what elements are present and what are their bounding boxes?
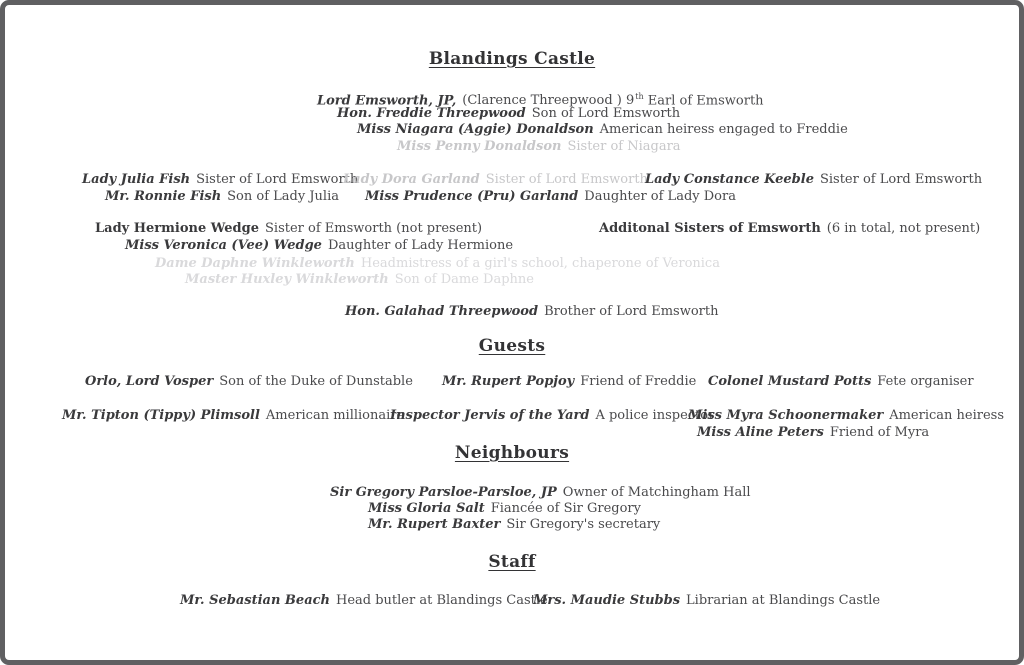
character-desc: Owner of Matchingham Hall (562, 485, 751, 500)
heading-text: Blandings Castle (428, 49, 596, 69)
character-name: Miss Myra Schoonermaker (688, 408, 884, 423)
character-desc: American heiress engaged to Freddie (599, 122, 848, 137)
entry-beach (180, 593, 548, 609)
character-desc: Son of Dame Daphne (394, 272, 534, 287)
entry-gloria (368, 501, 641, 517)
entry-dora (343, 172, 648, 188)
character-desc: Brother of Lord Emsworth (544, 304, 719, 319)
entry-gregory (330, 485, 751, 501)
entry-tipton (62, 408, 404, 424)
entry-baxter (368, 517, 660, 533)
character-name: Mr. Rupert Popjoy (442, 374, 575, 389)
entry-niagara (357, 122, 848, 138)
character-desc: Daughter of Lady Hermione (327, 238, 514, 253)
character-desc: Daughter of Lady Dora (584, 189, 736, 204)
character-desc: Friend of Myra (829, 425, 930, 440)
character-desc: American heiress (889, 408, 1005, 423)
entry-potts (708, 374, 974, 390)
character-name: Hon. Galahad Threepwood (345, 304, 539, 319)
character-name: Lady Hermione Wedge (95, 221, 260, 236)
entry-penny (397, 139, 681, 155)
section-heading-neighbours (0, 443, 1024, 463)
character-desc: Son of Lord Emsworth (531, 106, 681, 121)
character-name: Dame Daphne Winkleworth (155, 256, 355, 271)
character-desc: A police inspector (595, 408, 715, 423)
character-name: Sir Gregory Parsloe-Parsloe, JP (330, 485, 557, 500)
entry-additional-sisters (599, 221, 980, 237)
heading-text: Neighbours (454, 443, 570, 463)
character-name: Lady Constance Keeble (645, 172, 814, 187)
entry-hermione (95, 221, 482, 237)
entry-myra (688, 408, 1004, 424)
character-desc: Friend of Freddie (580, 374, 697, 389)
character-name: Miss Prudence (Pru) Garland (365, 189, 579, 204)
character-name: Lord Emsworth, JP, (317, 93, 457, 109)
character-name: Lady Julia Fish (82, 172, 191, 187)
entry-vosper (85, 374, 413, 390)
entry-aline (697, 425, 929, 441)
entry-julia (82, 172, 358, 188)
entry-huxley (185, 272, 534, 288)
section-heading-family (0, 49, 1024, 69)
character-desc: Son of the Duke of Dunstable (219, 374, 413, 389)
character-name: Miss Penny Donaldson (397, 139, 562, 154)
entry-maudie (533, 593, 880, 609)
character-name: Mr. Tipton (Tippy) Plimsoll (62, 408, 260, 423)
character-desc: Earl of Emsworth (643, 93, 764, 109)
entry-prudence (365, 189, 736, 205)
character-desc: Fiancée of Sir Gregory (490, 501, 641, 516)
character-desc: Sister of Lord Emsworth (819, 172, 983, 187)
entry-constance (645, 172, 982, 188)
entry-galahad (345, 304, 718, 320)
character-name: Mr. Sebastian Beach (180, 593, 330, 608)
character-name: Lady Dora Garland (343, 172, 480, 187)
character-name: Master Huxley Winkleworth (185, 272, 389, 287)
character-desc: Librarian at Blandings Castle (686, 593, 881, 608)
section-heading-staff (0, 552, 1024, 572)
character-name: Inspector Jervis of the Yard (390, 408, 590, 423)
entry-daphne (155, 256, 720, 272)
character-desc: Sir Gregory's secretary (506, 517, 661, 532)
character-desc: Sister of Emsworth (not present) (265, 221, 483, 236)
character-desc: (6 in total, not present) (826, 221, 981, 236)
character-name: Miss Gloria Salt (368, 501, 485, 516)
character-desc: Headmistress of a girl's school, chaperone of Veronica (360, 256, 720, 271)
character-name: Orlo, Lord Vosper (85, 374, 214, 389)
character-name: Additonal Sisters of Emsworth (599, 221, 821, 236)
character-name: Hon. Freddie Threepwood (337, 106, 526, 121)
heading-text: Guests (478, 336, 546, 356)
entry-popjoy (442, 374, 696, 390)
section-heading-guests (0, 336, 1024, 356)
entry-ronnie (105, 189, 339, 205)
character-name: Mrs. Maudie Stubbs (533, 593, 681, 608)
character-name: Mr. Ronnie Fish (105, 189, 222, 204)
ordinal-suffix: th (635, 92, 644, 101)
character-desc: Son of Lady Julia (227, 189, 339, 204)
character-name: Miss Aline Peters (697, 425, 824, 440)
character-desc: Sister of Lord Emsworth (485, 172, 648, 187)
character-desc: Head butler at Blandings Castle (335, 593, 548, 608)
character-desc: Sister of Niagara (567, 139, 681, 154)
entry-jervis (390, 408, 714, 424)
heading-text: Staff (488, 552, 536, 572)
character-name: Miss Veronica (Vee) Wedge (125, 238, 322, 253)
character-desc: (Clarence Threepwood ) 9 (462, 93, 635, 109)
character-desc: Fete organiser (877, 374, 974, 389)
character-desc: Sister of Lord Emsworth (196, 172, 359, 187)
character-name: Miss Niagara (Aggie) Donaldson (357, 122, 594, 137)
character-desc: American millionaire (265, 408, 405, 423)
entry-freddie (337, 106, 680, 122)
entry-veronica (125, 238, 513, 254)
character-name: Mr. Rupert Baxter (368, 517, 501, 532)
character-name: Colonel Mustard Potts (708, 374, 872, 389)
